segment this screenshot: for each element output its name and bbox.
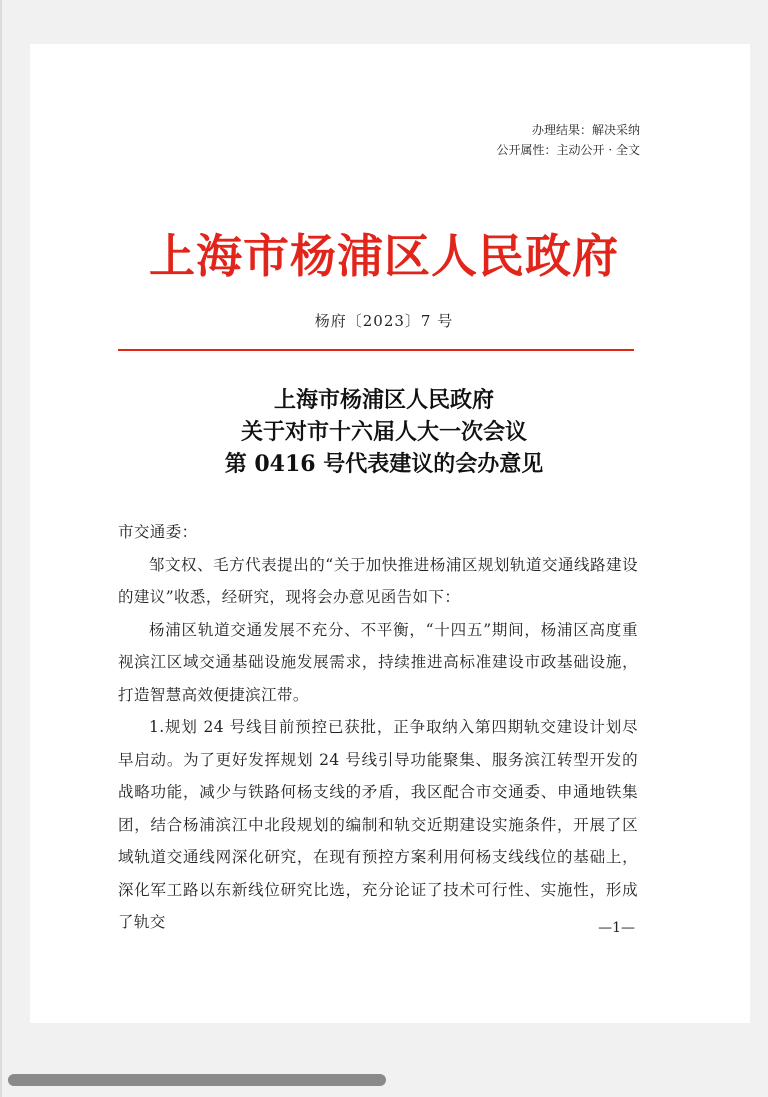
title-line-1: 上海市杨浦区人民政府 — [273, 387, 494, 413]
document-number: 杨府〔2023〕7 号 — [314, 312, 454, 330]
handling-result: 办理结果：解决采纳 — [531, 123, 640, 137]
viewer-left-border — [0, 0, 2, 1097]
red-divider-line — [118, 349, 634, 351]
document-title — [0, 384, 768, 480]
document-meta — [440, 120, 640, 160]
salutation: 市交通委： — [118, 523, 198, 541]
body-paragraph-1: 邹文权、毛方代表提出的“关于加快推进杨浦区规划轨道交通线路建设的建议”收悉，经研究，现将会办意见函告如下： — [118, 555, 638, 606]
body-paragraph-2: 杨浦区轨道交通发展不充分、不平衡，“十四五”期间，杨浦区高度重视滨江区域交通基础设施发展需求，持续推进高标准建设市政基础设施，打造智慧高效便捷滨江带。 — [118, 620, 638, 704]
title-line-3: 第 0416 号代表建议的会办意见 — [224, 451, 544, 477]
scrollbar-thumb[interactable] — [8, 1074, 386, 1086]
body-paragraph-3: 1.规划 24 号线目前预控已获批，正争取纳入第四期轨交建设计划尽早启动。为了更好发挥规划 24 号线引导功能聚集、服务滨江转型开发的战略功能，减少与铁路何杨支线的矛盾，我区配合市交通委、申通地铁集团，结合杨浦滨江中北段规划的编制和轨交近期建设实施条件，开展了区域轨道交通线网深化研究，在现有预控方案利用何杨支线线位的基础上，深化军工路以东新线位研究比选，充分论证了技术可行性、实施性，形成了轨交 — [118, 718, 638, 931]
page-number: —1— — [598, 920, 635, 936]
issuer-heading: 上海市杨浦区人民政府 — [149, 229, 619, 283]
document-body — [118, 516, 638, 939]
title-line-2: 关于对市十六届人大一次会议 — [240, 419, 527, 445]
disclosure-attribute: 公开属性：主动公开 · 全文 — [496, 143, 640, 157]
